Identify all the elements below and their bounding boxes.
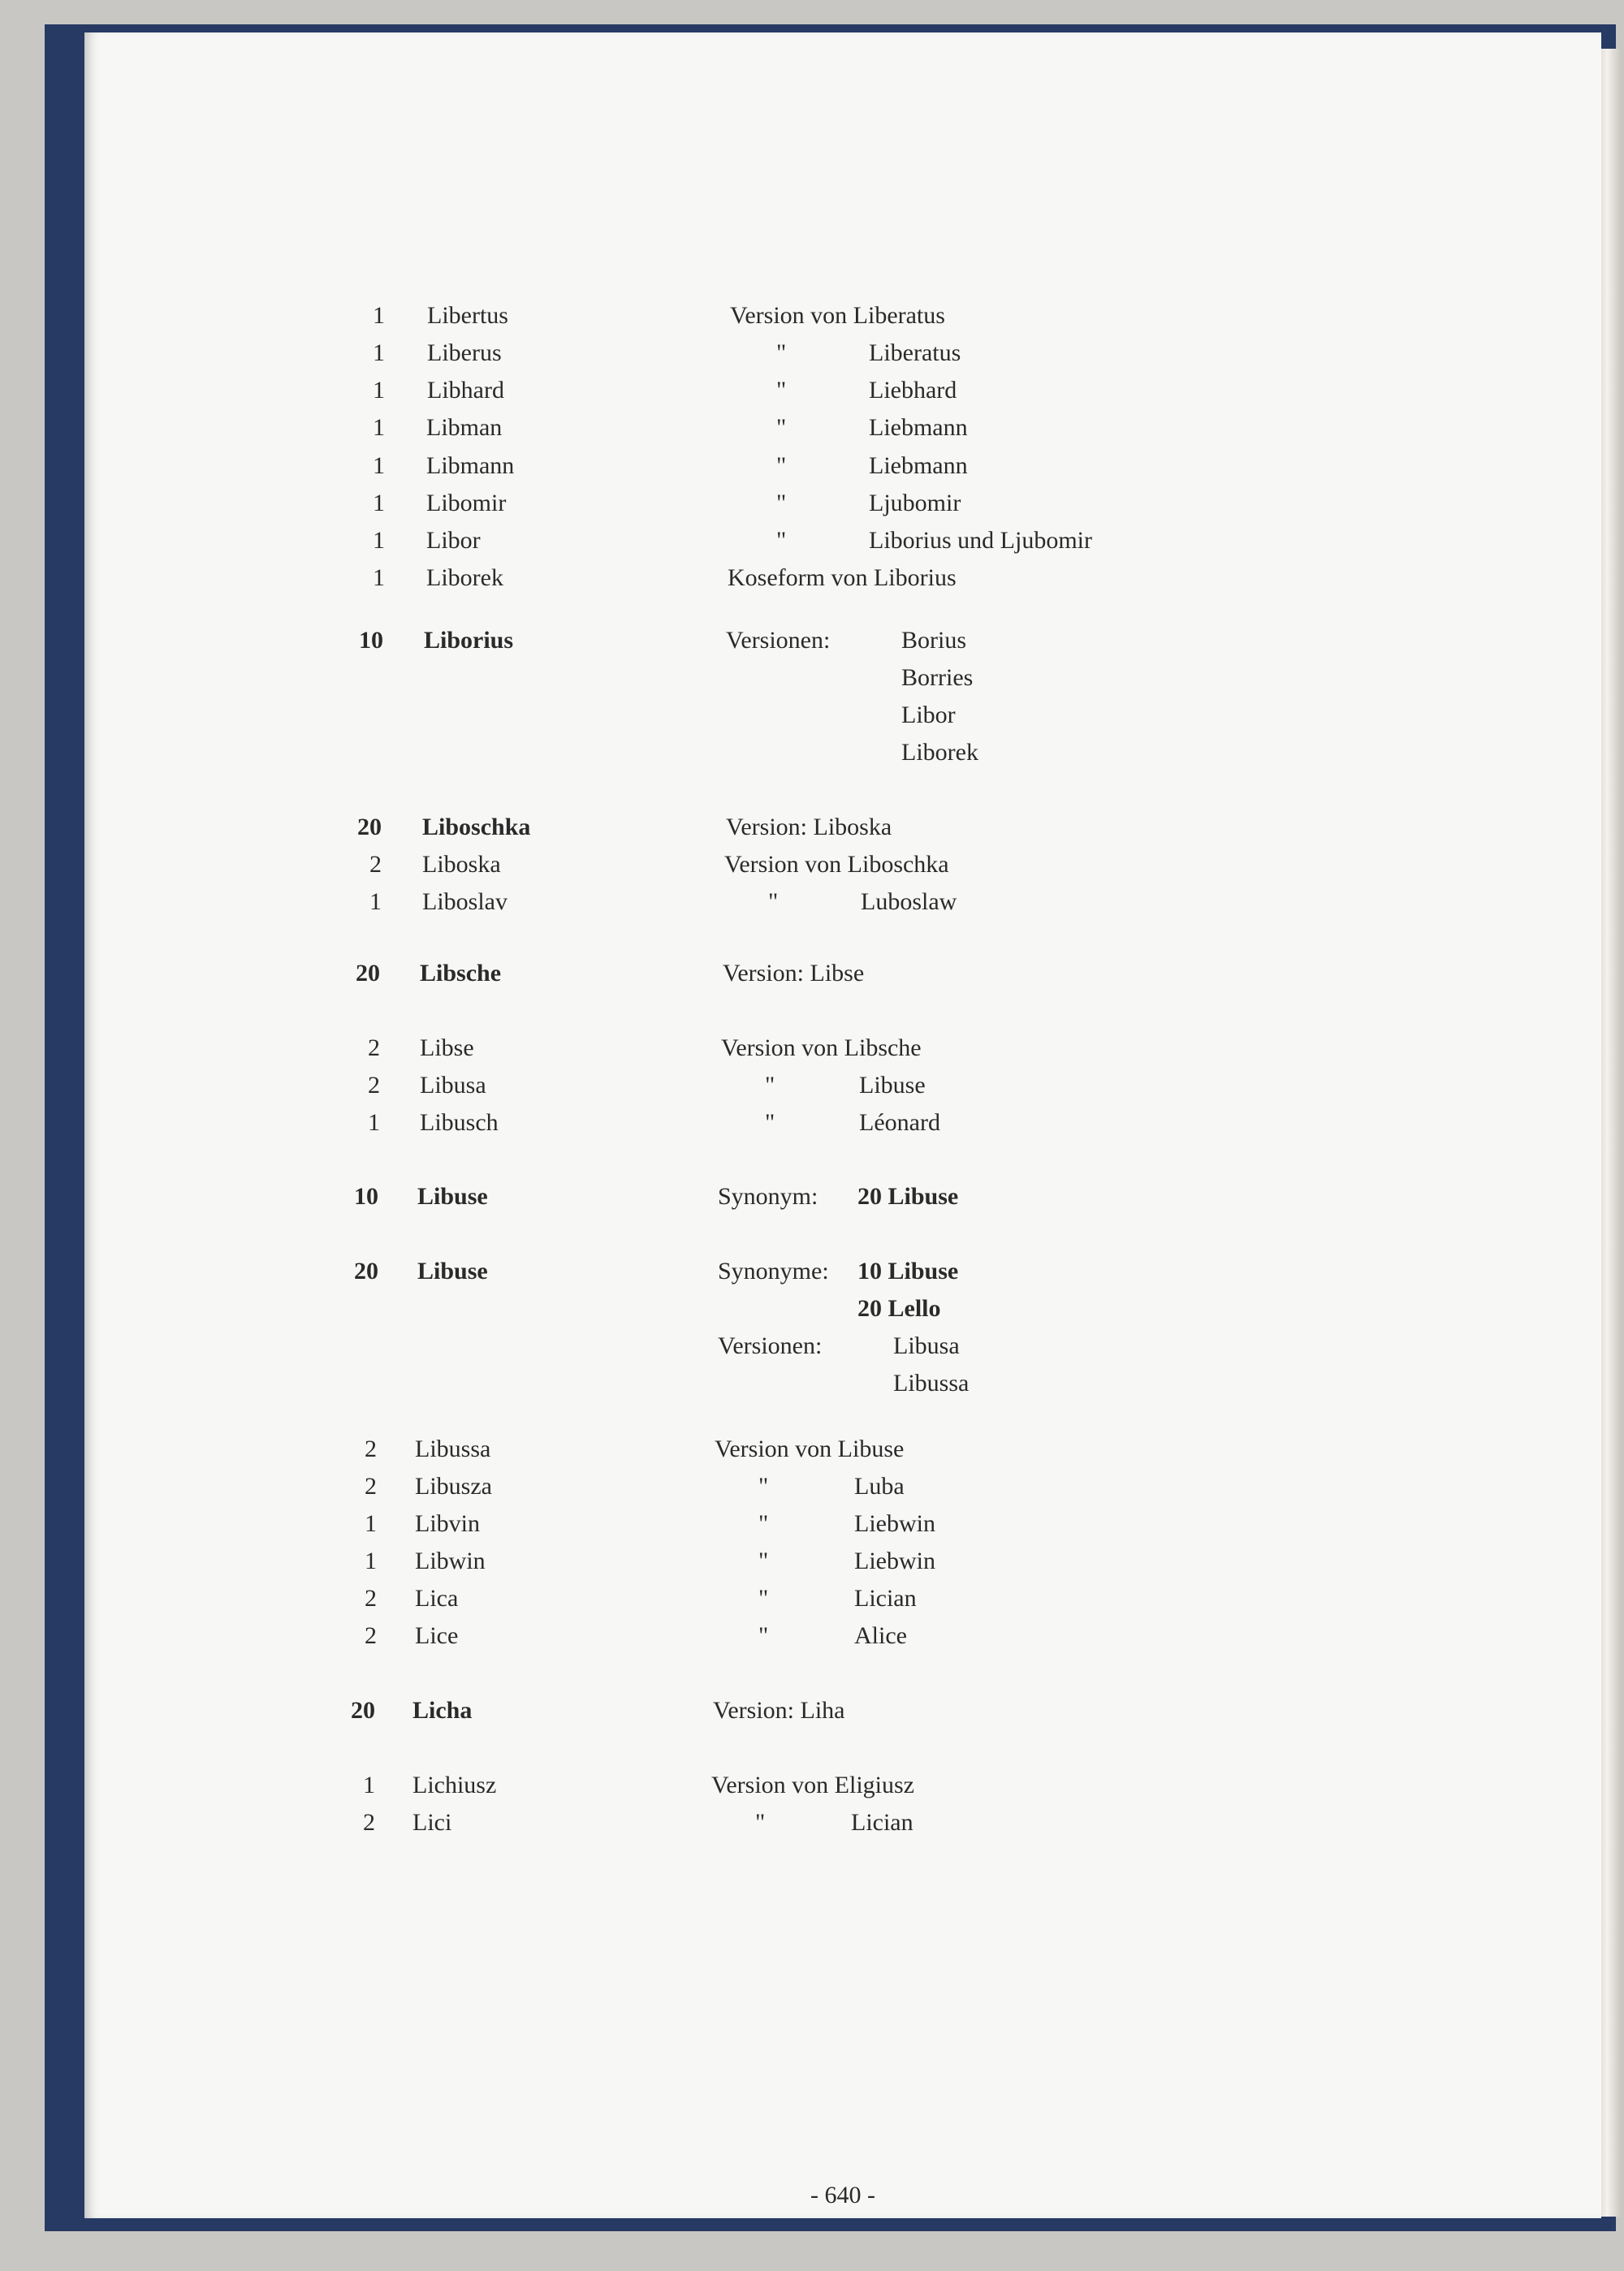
entry-name: Libusza — [415, 1473, 492, 1500]
ditto-mark: " — [765, 1072, 775, 1099]
list-item — [84, 414, 1601, 447]
entry-value: Luboslaw — [861, 888, 957, 915]
entry-value: Borries — [901, 664, 974, 691]
entry-name: Lici — [412, 1809, 452, 1836]
entry-value: Liebhard — [869, 377, 957, 404]
entry-description: Version von Liberatus — [730, 302, 945, 329]
entry-name: Libertus — [427, 302, 508, 329]
entry-count: 10 — [359, 627, 383, 654]
entry-name: Libse — [420, 1034, 474, 1061]
entry-name: Libor — [426, 527, 481, 554]
entry-description: Synonyme: — [718, 1258, 829, 1284]
page-number: - 640 - — [810, 2182, 875, 2208]
list-item — [84, 1622, 1601, 1655]
list-item — [84, 302, 1601, 335]
list-item — [84, 960, 1601, 992]
entry-count: 1 — [373, 414, 385, 441]
list-item — [84, 1258, 1601, 1290]
entry-name: Libhard — [427, 377, 504, 404]
ditto-mark: " — [758, 1473, 769, 1500]
entry-count: 1 — [365, 1548, 377, 1574]
entry-name: Liboschka — [422, 814, 531, 840]
entry-value: Liborius und Ljubomir — [869, 527, 1092, 554]
entry-description: Version von Libsche — [721, 1034, 922, 1061]
entry-value: Liebwin — [854, 1510, 935, 1537]
ditto-mark: " — [776, 339, 787, 366]
entry-name: Licha — [412, 1697, 473, 1724]
entry-count: 1 — [365, 1510, 377, 1537]
entry-value: Lician — [854, 1585, 917, 1612]
entry-description: Versionen: — [718, 1332, 823, 1359]
list-item — [84, 452, 1601, 485]
entry-count: 1 — [368, 1109, 380, 1136]
entry-value: Liborek — [901, 739, 978, 766]
entry-count: 1 — [373, 527, 385, 554]
entry-count: 2 — [368, 1072, 380, 1099]
list-item — [84, 377, 1601, 409]
entry-count: 1 — [373, 564, 385, 591]
entry-value: Lician — [851, 1809, 914, 1836]
list-item — [84, 1809, 1601, 1841]
entry-count: 2 — [368, 1034, 380, 1061]
entry-count: 20 — [351, 1697, 375, 1724]
entry-name: Libomir — [426, 490, 507, 516]
list-item — [84, 1697, 1601, 1729]
entry-name: Libsche — [420, 960, 502, 987]
entry-description: Koseform von Liborius — [728, 564, 957, 591]
entry-name: Liborius — [424, 627, 514, 654]
list-item — [84, 702, 1601, 734]
ditto-mark: " — [776, 377, 787, 404]
list-item — [84, 1183, 1601, 1215]
entry-count: 1 — [363, 1772, 375, 1798]
list-item — [84, 851, 1601, 883]
list-item — [84, 1548, 1601, 1580]
list-item — [84, 564, 1601, 597]
name-entry-list — [84, 32, 1601, 2218]
entry-name: Liboska — [422, 851, 501, 878]
list-item — [84, 1772, 1601, 1804]
list-item — [84, 1109, 1601, 1142]
page-edges — [1598, 49, 1621, 2217]
entry-value: Léonard — [859, 1109, 940, 1136]
ditto-mark: " — [755, 1809, 766, 1836]
entry-name: Libuse — [417, 1258, 488, 1284]
entry-value: Liebmann — [869, 452, 968, 479]
entry-description: Synonym: — [718, 1183, 818, 1210]
list-item — [84, 339, 1601, 372]
entry-count: 1 — [373, 452, 385, 479]
entry-count: 20 — [356, 960, 380, 987]
entry-description: Version von Liboschka — [724, 851, 949, 878]
entry-name: Liborek — [426, 564, 503, 591]
entry-name: Liberus — [427, 339, 502, 366]
entry-count: 20 — [357, 814, 382, 840]
entry-count: 1 — [369, 888, 382, 915]
ditto-mark: " — [765, 1109, 775, 1136]
entry-count: 10 — [354, 1183, 378, 1210]
entry-name: Libusch — [420, 1109, 499, 1136]
entry-value: Liebmann — [869, 414, 968, 441]
ditto-mark: " — [758, 1585, 769, 1612]
list-item — [84, 490, 1601, 522]
entry-count: 2 — [365, 1622, 377, 1649]
entry-value: Libor — [901, 702, 956, 728]
entry-count: 2 — [369, 851, 382, 878]
entry-value: Luba — [854, 1473, 905, 1500]
list-item — [84, 1370, 1601, 1402]
list-item — [84, 1436, 1601, 1468]
entry-count: 1 — [373, 302, 385, 329]
entry-description: Version von Libuse — [715, 1436, 905, 1462]
entry-value: 10 Libuse — [857, 1258, 959, 1284]
entry-name: Libussa — [415, 1436, 491, 1462]
list-item — [84, 664, 1601, 697]
list-item — [84, 1295, 1601, 1328]
entry-description: Version: Liboska — [726, 814, 892, 840]
entry-name: Libman — [426, 414, 503, 441]
entry-value: 20 Libuse — [857, 1183, 959, 1210]
list-item — [84, 1072, 1601, 1104]
entry-name: Libmann — [426, 452, 515, 479]
entry-value: Ljubomir — [869, 490, 961, 516]
entry-count: 2 — [365, 1585, 377, 1612]
entry-description: Version: Liha — [713, 1697, 845, 1724]
list-item — [84, 1332, 1601, 1365]
entry-name: Lichiusz — [412, 1772, 497, 1798]
ditto-mark: " — [758, 1510, 769, 1537]
ditto-mark: " — [776, 490, 787, 516]
entry-count: 2 — [365, 1436, 377, 1462]
entry-name: Libuse — [417, 1183, 488, 1210]
entry-value: Alice — [854, 1622, 907, 1649]
list-item — [84, 1510, 1601, 1543]
entry-description: Version: Libse — [723, 960, 865, 987]
ditto-mark: " — [776, 414, 787, 441]
entry-count: 2 — [363, 1809, 375, 1836]
entry-name: Liboslav — [422, 888, 508, 915]
entry-name: Lice — [415, 1622, 459, 1649]
list-item — [84, 739, 1601, 771]
ditto-mark: " — [758, 1548, 769, 1574]
list-item — [84, 888, 1601, 921]
entry-count: 20 — [354, 1258, 378, 1284]
list-item — [84, 814, 1601, 846]
ditto-mark: " — [758, 1622, 769, 1649]
entry-count: 2 — [365, 1473, 377, 1500]
list-item — [84, 1585, 1601, 1617]
entry-count: 1 — [373, 490, 385, 516]
entry-description: Version von Eligiusz — [711, 1772, 914, 1798]
entry-value: Libussa — [893, 1370, 970, 1397]
entry-name: Libvin — [415, 1510, 480, 1537]
entry-name: Libusa — [420, 1072, 486, 1099]
ditto-mark: " — [768, 888, 779, 915]
entry-value: Libuse — [859, 1072, 926, 1099]
book-page — [84, 32, 1601, 2218]
entry-value: 20 Lello — [857, 1295, 941, 1322]
list-item — [84, 527, 1601, 559]
entry-value: Liberatus — [869, 339, 961, 366]
entry-value: Borius — [901, 627, 967, 654]
entry-value: Liebwin — [854, 1548, 935, 1574]
entry-count: 1 — [373, 339, 385, 366]
entry-name: Lica — [415, 1585, 459, 1612]
entry-description: Versionen: — [726, 627, 831, 654]
list-item — [84, 627, 1601, 659]
ditto-mark: " — [776, 527, 787, 554]
entry-name: Libwin — [415, 1548, 486, 1574]
ditto-mark: " — [776, 452, 787, 479]
list-item — [84, 1034, 1601, 1067]
entry-count: 1 — [373, 377, 385, 404]
entry-value: Libusa — [893, 1332, 960, 1359]
list-item — [84, 1473, 1601, 1505]
